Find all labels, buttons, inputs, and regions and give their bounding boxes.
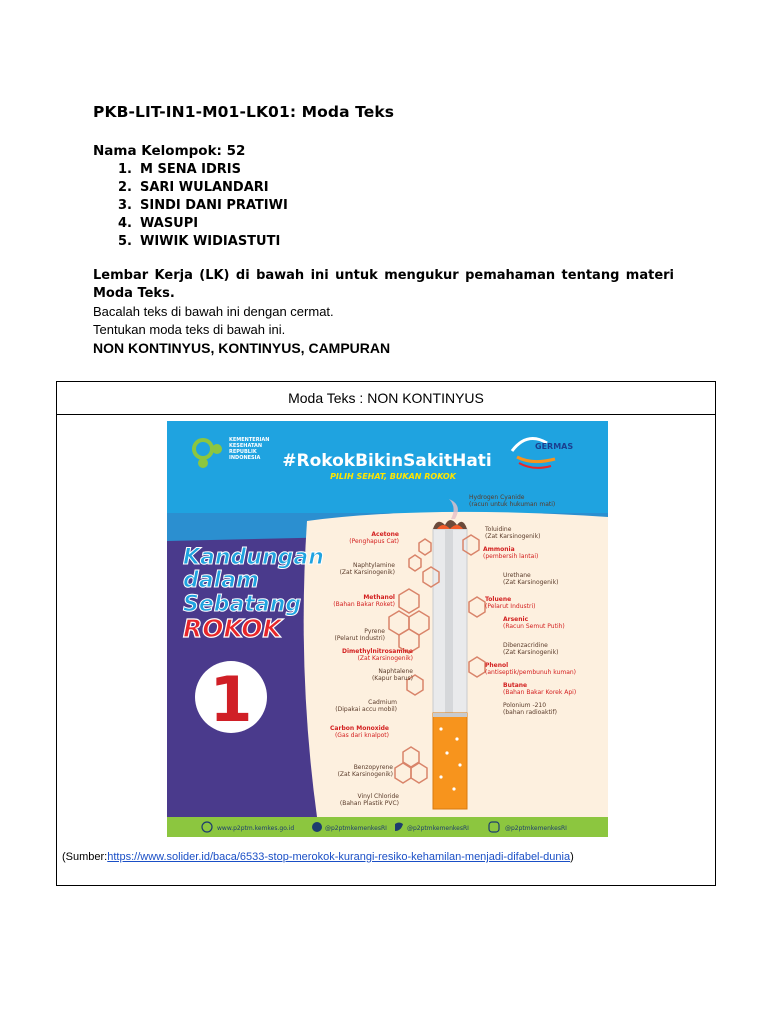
svg-text:Phenol: Phenol <box>485 662 509 669</box>
svg-text:(Dipakai accu mobil): (Dipakai accu mobil) <box>335 706 397 713</box>
member-name: SINDI DANI PRATIWI <box>140 198 288 213</box>
svg-text:Dimethylnitrosamine: Dimethylnitrosamine <box>341 648 413 655</box>
svg-text:(Pelarut Industri): (Pelarut Industri) <box>485 603 536 610</box>
list-item: 5. WIWIK WIDIASTUTI <box>118 234 281 249</box>
cigarette-icon <box>433 499 467 809</box>
svg-text:Naphtylamine: Naphtylamine <box>352 562 395 569</box>
svg-text:Arsenic: Arsenic <box>503 616 529 623</box>
svg-text:Benzopyrene: Benzopyrene <box>353 764 393 771</box>
ministry-name-2: KESEHATAN <box>229 443 263 449</box>
member-name: WIWIK WIDIASTUTI <box>140 234 281 249</box>
svg-text:Vinyl Chloride: Vinyl Chloride <box>357 793 399 800</box>
source-citation: (Sumber:https://www.solider.id/baca/6533-stop-merokok-kurangi-resiko-kehamilan-menjadi-difabel-dunia) <box>62 851 574 863</box>
svg-text:Carbon Monoxide: Carbon Monoxide <box>330 725 389 732</box>
footer-instagram: @p2ptmkemenkesRI <box>505 825 567 832</box>
svg-text:Pyrene: Pyrene <box>364 628 385 635</box>
svg-text:(Zat Karsinogenik): (Zat Karsinogenik) <box>337 771 393 778</box>
list-item: 1. M SENA IDRIS <box>118 162 242 177</box>
card-heading: Moda Teks : NON KONTINYUS <box>57 382 715 415</box>
footer-twitter: @p2ptmkemenkesRI <box>407 825 469 832</box>
svg-text:Kandungan: Kandungan <box>183 545 324 570</box>
instruction-read: Bacalah teks di bawah ini dengan cermat. <box>93 304 334 319</box>
svg-text:Toluene: Toluene <box>485 596 512 603</box>
svg-text:(racun untuk hukuman mati): (racun untuk hukuman mati) <box>469 501 556 508</box>
page-title: PKB-LIT-IN1-M01-LK01: Moda Teks <box>93 103 395 121</box>
svg-text:Sebatang: Sebatang <box>183 592 302 617</box>
poster-tagline: PILIH SEHAT, BUKAN ROKOK <box>330 472 456 481</box>
intro-paragraph: Lembar Kerja (LK) di bawah ini untuk mengukur pemahaman tentang materi Moda Teks. <box>93 268 674 301</box>
footer-web: www.p2ptm.kemkes.go.id <box>217 825 295 832</box>
list-item: 2. SARI WULANDARI <box>118 180 269 195</box>
svg-text:Cadmium: Cadmium <box>368 699 397 706</box>
list-item: 4. WASUPI <box>118 216 199 231</box>
svg-text:Ammonia: Ammonia <box>483 546 515 553</box>
ministry-name-4: INDONESIA <box>229 455 261 461</box>
svg-text:(Penghapus Cat): (Penghapus Cat) <box>349 538 399 545</box>
svg-text:(Kapur barus): (Kapur barus) <box>371 675 413 682</box>
svg-text:Methanol: Methanol <box>363 594 395 601</box>
svg-text:Toluidine: Toluidine <box>485 526 512 533</box>
member-name: SARI WULANDARI <box>140 180 269 195</box>
svg-text:Butane: Butane <box>503 682 528 689</box>
svg-text:Polonium -210: Polonium -210 <box>503 702 547 709</box>
svg-text:Naphtalene: Naphtalene <box>378 668 413 675</box>
source-link[interactable]: https://www.solider.id/baca/6533-stop-merokok-kurangi-resiko-kehamilan-menjadi-difabel-dunia <box>107 851 571 863</box>
group-label: Nama Kelompok: 52 <box>93 143 246 159</box>
svg-text:(Pelarut Industri): (Pelarut Industri) <box>334 635 385 642</box>
svg-text:(Zat Karsinogenik): (Zat Karsinogenik) <box>485 533 541 540</box>
ministry-name-3: REPUBLIK <box>229 449 257 455</box>
member-name: WASUPI <box>140 216 199 231</box>
svg-text:Acetone: Acetone <box>371 531 399 538</box>
poster-graphic <box>167 421 608 837</box>
svg-text:(antiseptik/pembunuh kuman): (antiseptik/pembunuh kuman) <box>485 669 577 676</box>
svg-text:(bahan radioaktif): (bahan radioaktif) <box>503 709 557 716</box>
facebook-icon <box>312 822 322 832</box>
number-badge-value: 1 <box>209 663 253 736</box>
mode-options: NON KONTINYUS, KONTINYUS, CAMPURAN <box>93 340 391 356</box>
svg-text:(pembersih lantai): (pembersih lantai) <box>483 553 539 560</box>
infographic-poster <box>167 421 608 837</box>
svg-text:Dibenzacridine: Dibenzacridine <box>503 642 548 649</box>
member-list <box>118 161 288 251</box>
svg-text:(Bahan Bakar Korek Api): (Bahan Bakar Korek Api) <box>503 689 577 696</box>
ministry-name-1: KEMENTERIAN <box>229 437 270 443</box>
svg-text:dalam: dalam <box>183 568 259 593</box>
svg-text:(Bahan Bakar Roket): (Bahan Bakar Roket) <box>333 601 395 608</box>
germas-text: GERMAS <box>535 442 574 451</box>
svg-text:Hydrogen Cyanide: Hydrogen Cyanide <box>469 494 525 501</box>
footer-facebook: @p2ptmkemenkesRI <box>325 825 387 832</box>
svg-text:(Zat Karsinogenik): (Zat Karsinogenik) <box>503 579 559 586</box>
svg-text:ROKOK: ROKOK <box>183 614 282 643</box>
list-item: 3. SINDI DANI PRATIWI <box>118 198 288 213</box>
svg-text:(Zat Karsinogenik): (Zat Karsinogenik) <box>503 649 559 656</box>
member-name: M SENA IDRIS <box>140 162 242 177</box>
svg-text:(Gas dari knalpot): (Gas dari knalpot) <box>334 732 389 739</box>
svg-text:Urethane: Urethane <box>503 572 531 579</box>
answer-card <box>56 381 716 886</box>
instruction-determine: Tentukan moda teks di bawah ini. <box>93 322 286 337</box>
svg-text:(Racun Semut Putih): (Racun Semut Putih) <box>503 623 565 630</box>
svg-text:(Zat Karsinogenik): (Zat Karsinogenik) <box>357 655 413 662</box>
poster-hashtag: #RokokBikinSakitHati <box>282 451 492 471</box>
svg-text:(Zat Karsinogenik): (Zat Karsinogenik) <box>339 569 395 576</box>
svg-text:(Bahan Plastik PVC): (Bahan Plastik PVC) <box>339 800 399 807</box>
